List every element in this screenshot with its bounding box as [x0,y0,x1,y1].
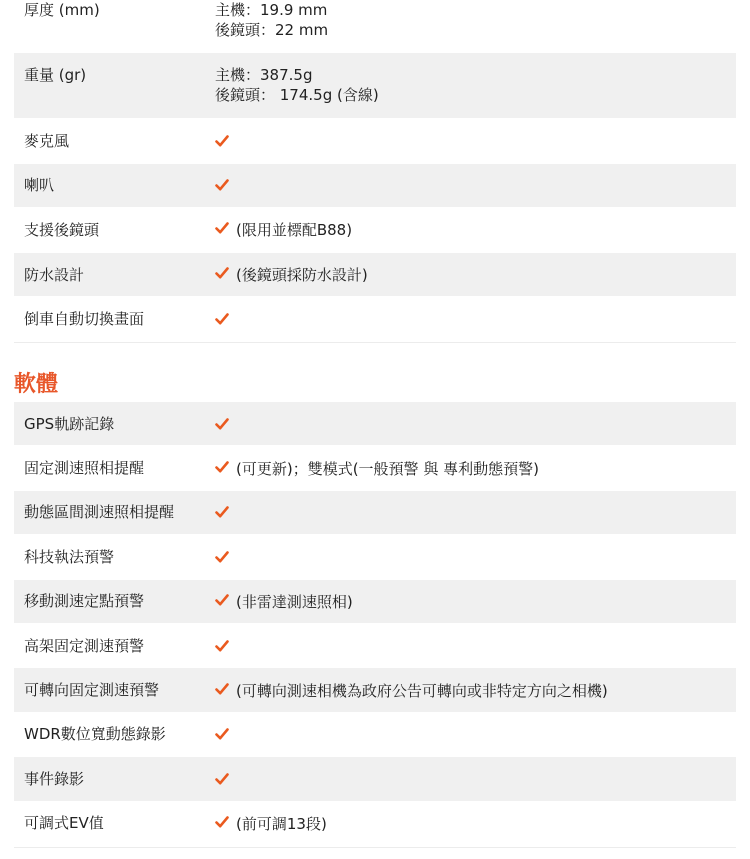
spec-label: 喇叭 [24,176,55,195]
hardware-spec-table [14,0,736,342]
spec-value [215,637,736,655]
section-divider [14,342,736,343]
checkmark-icon [215,312,229,326]
checkmark-icon [215,593,229,607]
spec-row [14,446,736,490]
spec-row [14,164,736,209]
checkmark-icon [215,727,229,741]
spec-row [14,402,736,446]
spec-value [215,310,736,328]
spec-row [14,802,736,846]
spec-value [215,725,736,743]
spec-label: 支援後鏡頭 [24,220,100,239]
checkmark-icon [215,134,229,148]
spec-value [215,770,736,788]
checkmark-icon [215,505,229,519]
spec-note: (前可調13段) [236,814,327,833]
spec-label: 重量 (gr) [24,66,87,84]
software-spec-table [14,402,736,846]
spec-label: 移動測速定點預警 [24,592,145,611]
spec-value [215,813,736,834]
spec-value [215,176,736,194]
spec-value [215,458,736,479]
spec-note: (限用並標配B88) [236,221,353,240]
spec-row-weight [14,53,736,119]
spec-label: 可轉向固定測速預警 [24,681,160,700]
spec-label: 固定測速照相提醒 [24,459,145,478]
spec-value [215,680,736,701]
spec-value [215,0,736,40]
spec-label: 防水設計 [24,265,85,284]
spec-label: 事件錄影 [24,769,85,788]
spec-value [215,548,736,566]
spec-label: 動態區間測速照相提醒 [24,503,175,522]
spec-row [14,535,736,579]
spec-value-line: 後鏡頭：22 mm [215,21,329,39]
spec-value [215,591,736,612]
spec-value [215,264,736,285]
checkmark-icon [215,178,229,192]
spec-row [14,297,736,342]
spec-note: (後鏡頭採防水設計) [236,266,368,285]
spec-row [14,668,736,712]
spec-row [14,757,736,801]
spec-row [14,208,736,253]
checkmark-icon [215,815,229,829]
checkmark-icon [215,639,229,653]
spec-value [215,65,736,105]
spec-label: 倒車自動切換畫面 [24,310,145,329]
spec-label: 科技執法預警 [24,547,115,566]
spec-row [14,491,736,535]
spec-row-thickness [14,0,736,53]
spec-row [14,624,736,668]
spec-label: 麥克風 [24,131,70,150]
spec-label: WDR數位寬動態錄影 [24,725,166,744]
checkmark-icon [215,460,229,474]
spec-value [215,415,736,433]
hardware-check-rows [14,119,736,342]
spec-row [14,119,736,164]
spec-value [215,219,736,240]
spec-value-line: 主機：19.9 mm [215,1,328,19]
spec-row [14,253,736,298]
spec-value [215,503,736,521]
checkmark-icon [215,772,229,786]
spec-label: 可調式EV值 [24,814,104,833]
spec-row [14,580,736,624]
spec-label: 厚度 (mm) [24,1,100,19]
spec-label: 高架固定測速預警 [24,636,145,655]
spec-label: GPS軌跡記錄 [24,414,115,433]
spec-note: (可更新)；雙模式(一般預警 與 專利動態預警) [236,459,539,478]
spec-value [215,132,736,150]
spec-row [14,713,736,757]
checkmark-icon [215,221,229,235]
checkmark-icon [215,550,229,564]
spec-note: (非雷達測速照相) [236,592,353,611]
spec-value-line: 後鏡頭： 174.5g (含線) [215,86,379,104]
table-bottom-border [14,847,736,848]
spec-value-line: 主機：387.5g [215,66,313,84]
section-title: 軟體 [14,372,59,397]
spec-note: (可轉向測速相機為政府公告可轉向或非特定方向之相機) [236,681,608,700]
checkmark-icon [215,682,229,696]
checkmark-icon [215,266,229,280]
checkmark-icon [215,417,229,431]
